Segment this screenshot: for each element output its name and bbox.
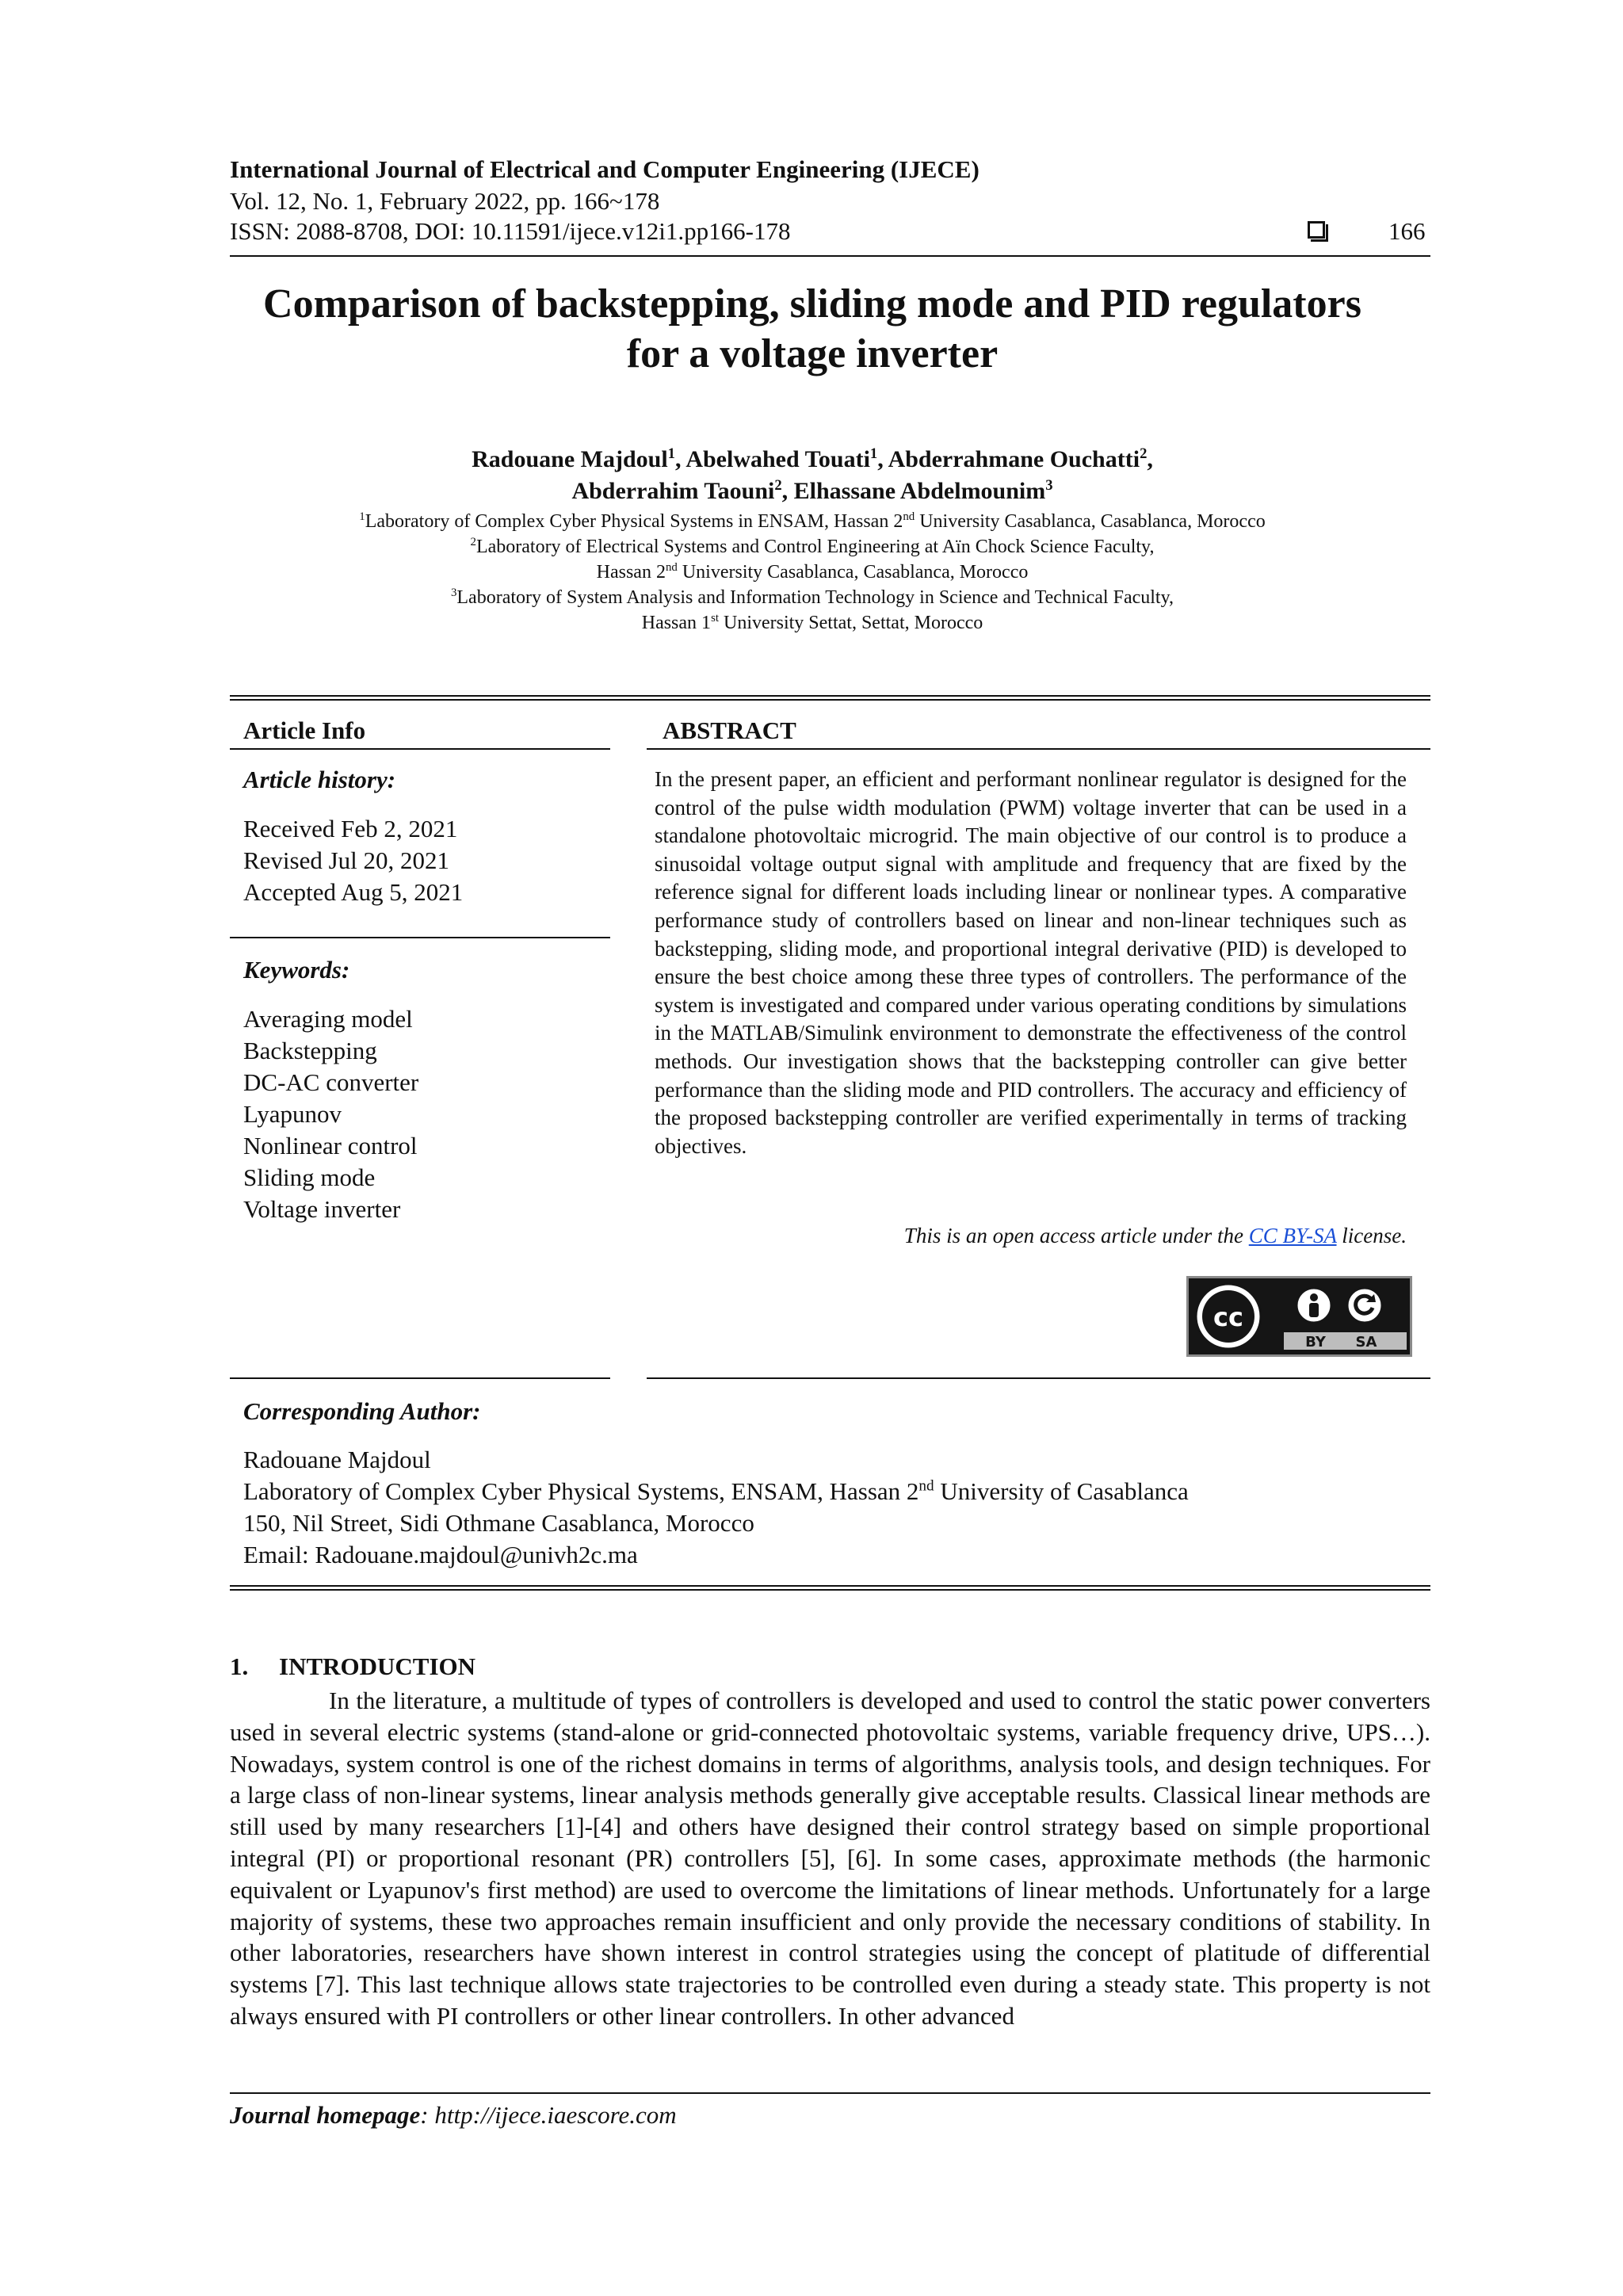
badge-label-bar bbox=[1284, 1332, 1407, 1350]
corresponding-affiliation: Laboratory of Complex Cyber Physical Systems, ENSAM, Hassan 2nd University of Casablanca bbox=[243, 1477, 1189, 1505]
keywords-rule bbox=[230, 937, 610, 938]
history-item: Accepted Aug 5, 2021 bbox=[243, 878, 464, 906]
author-name: Abderrahim Taouni bbox=[571, 478, 775, 504]
corresponding-name: Radouane Majdoul bbox=[243, 1446, 431, 1473]
author-sup: 2 bbox=[774, 477, 782, 494]
license-link[interactable]: CC BY-SA bbox=[1248, 1224, 1337, 1247]
introduction-text: In the literature, a multitude of types of controllers is developed and used to control the static power converters used in several electric systems (stand-alone or grid-connected photovoltaic systems, variable frequency drive, UPS…). Nowadays, system control is one of the richest domains in terms of algorithms, analysis tools, and design techniques. For a large class of non-linear systems, linear analysis methods generally give acceptable results. Classical linear methods are still used by many researchers [1]-[4] and others have designed their control strategy based on simple proportional integral (PI) or proportional resonant (PR) controllers [5], [6]. In some cases, approximate methods (the harmonic equivalent or Lyapunov's first method) are used to overcome the limitations of linear methods. Unfortunately for a large majority of systems, these two approaches remain insufficient and only provide the necessary conditions of stability. In other laboratories, researchers have shown interest in control strategies using the concept of platitude of differential systems [7]. This last technique allows state trajectories to be controlled even during a steady state. This property is not always ensured with PI controllers or other linear controllers. In other advanced bbox=[230, 1687, 1430, 2030]
title-line: Comparison of backstepping, sliding mode and PID regulators bbox=[263, 281, 1361, 327]
author-sup: 2 bbox=[1140, 445, 1148, 462]
abstract-heading: ABSTRACT bbox=[663, 716, 796, 744]
keyword: Lyapunov bbox=[243, 1100, 342, 1128]
author-name: Radouane Majdoul bbox=[472, 446, 668, 472]
homepage-url[interactable]: : http://ijece.iaescore.com bbox=[420, 2101, 677, 2129]
author-name: Elhassane Abdelmounim bbox=[793, 478, 1046, 504]
keyword: Sliding mode bbox=[243, 1163, 376, 1191]
article-history bbox=[243, 813, 463, 908]
by-label: BY bbox=[1305, 1334, 1326, 1350]
cc-badge-graphic bbox=[1189, 1278, 1410, 1354]
box-top-rule bbox=[230, 695, 1430, 697]
corresponding-heading: Corresponding Author: bbox=[243, 1397, 481, 1425]
history-item: Revised Jul 20, 2021 bbox=[243, 846, 450, 874]
corresponding-email: Email: Radouane.majdoul@univh2c.ma bbox=[243, 1541, 638, 1568]
author-name: Abderrahmane Ouchatti bbox=[888, 446, 1140, 472]
journal-homepage: Journal homepage: http://ijece.iaescore.com bbox=[230, 2101, 677, 2129]
article-info-heading: Article Info bbox=[243, 716, 366, 744]
corresponding-details bbox=[243, 1444, 1189, 1571]
keyword: Backstepping bbox=[243, 1037, 377, 1064]
article-history-heading: Article history: bbox=[243, 766, 396, 793]
sa-share-icon bbox=[1347, 1288, 1382, 1323]
cc-icon bbox=[1196, 1284, 1261, 1349]
history-item: Received Feb 2, 2021 bbox=[243, 815, 458, 842]
keywords-heading: Keywords: bbox=[243, 956, 350, 984]
issn-doi: ISSN: 2088-8708, DOI: 10.11591/ijece.v12i1.pp166-178 bbox=[230, 217, 791, 245]
author-name: Abelwahed Touati bbox=[685, 446, 870, 472]
footer-rule bbox=[230, 2092, 1430, 2094]
keyword: DC-AC converter bbox=[243, 1068, 419, 1096]
box-top-rule-2 bbox=[230, 699, 1430, 701]
author-list: Radouane Majdoul$^1$, Abelwahed Touati$^1$, Abderrahmane Ouchatti$^2$, Abderrahim Taouni$^2$, Elhassane Abdelmounim$^3$ bbox=[472, 445, 1153, 504]
page-box-icon bbox=[1308, 221, 1325, 239]
keyword: Voltage inverter bbox=[243, 1195, 401, 1223]
keyword: Nonlinear control bbox=[243, 1132, 418, 1159]
title-line: for a voltage inverter bbox=[626, 331, 999, 376]
keywords-list bbox=[243, 1003, 418, 1225]
author-sup: 1 bbox=[869, 445, 878, 462]
page-number: 166 bbox=[1388, 217, 1426, 245]
open-access-note: This is an open access article under the CC BY-SA license. bbox=[903, 1224, 1407, 1247]
cc-letters: cc bbox=[1213, 1302, 1243, 1332]
paper-title bbox=[158, 279, 1466, 379]
sa-label: SA bbox=[1355, 1334, 1377, 1350]
abstract-text: In the present paper, an efficient and performant nonlinear regulator is designed for the control of the pulse width modulation (PWM) voltage inverter that can be used in a standalone photovoltaic microgrid. The main objective of our control is to produce a sinusoidal voltage output signal with amplitude and frequency that are fixed by the reference signal for different loads including linear or nonlinear types. A comparative performance study of controllers based on linear and non-linear techniques such as backstepping, sliding mode, and proportional integral derivative (PID) is developed to ensure the best choice among these three types of controllers. The performance of the system is investigated and compared under various operating conditions by simulations in the MATLAB/Simulink environment to demonstrate the effectiveness of the control methods. Our investigation shows that the backstepping controller can give better performance than the sliding mode and PID controllers. The accuracy and efficiency of the proposed backstepping controller are verified experimentally in terms of tracking objectives. bbox=[655, 767, 1407, 1158]
affiliation-line: Hassan 1st University Settat, Settat, Morocco bbox=[641, 612, 983, 633]
article-info-bottom-rule bbox=[230, 1377, 610, 1379]
by-person-icon bbox=[1296, 1288, 1331, 1323]
author-sup: 3 bbox=[1045, 477, 1053, 494]
keyword: Averaging model bbox=[243, 1005, 413, 1033]
affiliations bbox=[158, 509, 1466, 636]
affiliation-line: $^1$Laboratory of Complex Cyber Physical Systems in ENSAM, Hassan 2nd University Casablanca, Casablanca, Morocco bbox=[359, 510, 1266, 532]
journal-name: International Journal of Electrical and Computer Engineering (IJECE) bbox=[230, 155, 980, 183]
header-rule bbox=[230, 255, 1430, 257]
author-sup: 1 bbox=[667, 445, 675, 462]
corresponding-address: 150, Nil Street, Sidi Othmane Casablanca, Morocco bbox=[243, 1509, 754, 1537]
box-bottom-rule-2 bbox=[230, 1589, 1430, 1591]
affiliation-line: $^3$Laboratory of System Analysis and Information Technology in Science and Technical Faculty, bbox=[450, 586, 1174, 608]
affiliation-line: $^2$Laboratory of Electrical Systems and Control Engineering at Aïn Chock Science Faculty, bbox=[470, 536, 1155, 557]
abstract-rule bbox=[647, 748, 1430, 750]
introduction-heading: 1. INTRODUCTION bbox=[230, 1652, 476, 1680]
volume-info: Vol. 12, No. 1, February 2022, pp. 166~178 bbox=[230, 187, 660, 215]
abstract-bottom-rule bbox=[647, 1377, 1430, 1379]
box-bottom-rule bbox=[230, 1585, 1430, 1587]
cc-by-sa-badge[interactable] bbox=[1186, 1276, 1412, 1357]
affiliation-line: Hassan 2nd University Casablanca, Casablanca, Morocco bbox=[596, 561, 1029, 583]
article-info-rule bbox=[230, 748, 610, 750]
